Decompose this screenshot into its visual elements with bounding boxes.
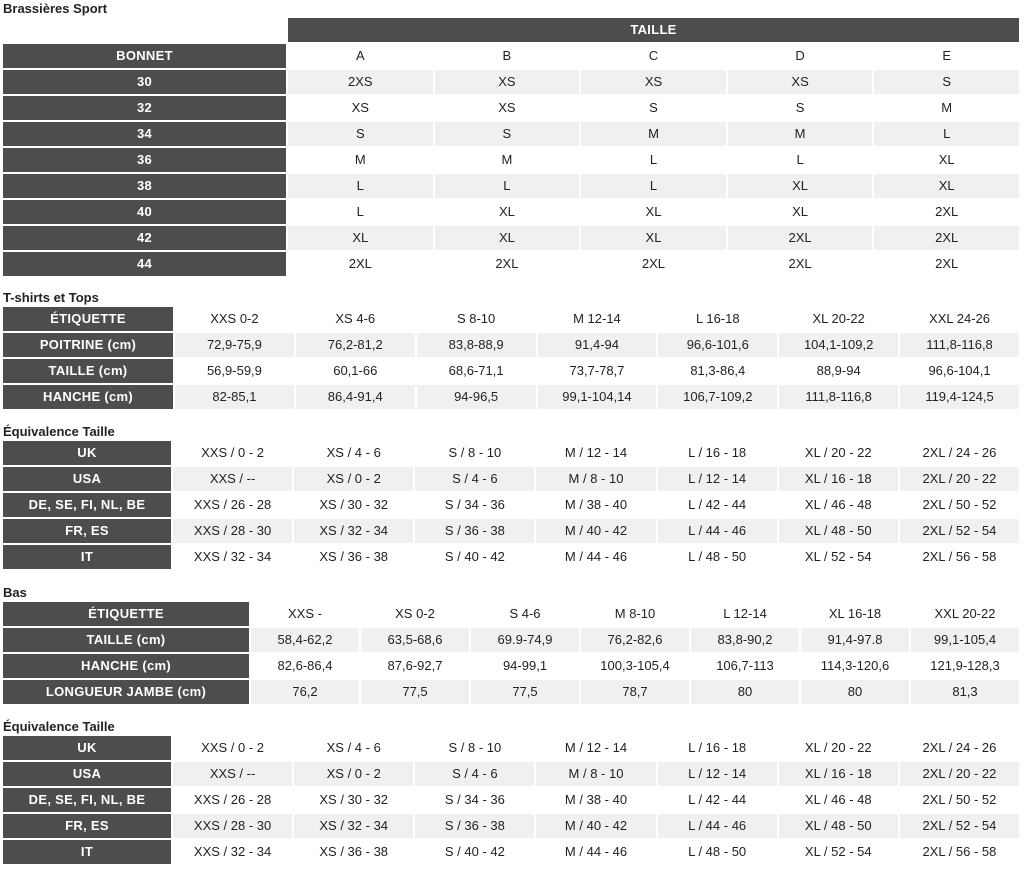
size-cell: 94-96,5 <box>417 385 538 411</box>
size-cell: 121,9-128,3 <box>911 654 1021 680</box>
size-cell: XL <box>435 200 582 226</box>
size-cell: XXS / 28 - 30 <box>173 519 294 545</box>
size-cell: XXL 24-26 <box>900 307 1021 333</box>
size-cell: 2XL <box>435 252 582 278</box>
size-cell: S / 34 - 36 <box>415 493 536 519</box>
size-cell: M 12-14 <box>538 307 659 333</box>
size-cell: L / 44 - 46 <box>658 519 779 545</box>
row-header: IT <box>3 545 173 571</box>
tops-size-table <box>3 307 1021 411</box>
size-cell: S / 8 - 10 <box>415 441 536 467</box>
band-size-header: 44 <box>3 252 288 278</box>
table-row <box>3 96 1021 122</box>
size-cell: L 12-14 <box>691 602 801 628</box>
size-cell: 58,4-62,2 <box>251 628 361 654</box>
size-cell: XL <box>728 200 875 226</box>
band-size-header: 32 <box>3 96 288 122</box>
size-cell: 73,7-78,7 <box>538 359 659 385</box>
size-cell: L / 48 - 50 <box>658 545 779 571</box>
bottoms-section-title: Bas <box>3 585 27 600</box>
size-cell: S / 4 - 6 <box>415 762 536 788</box>
size-cell: 80 <box>801 680 911 706</box>
size-cell: 2XL <box>728 252 875 278</box>
size-cell: M / 12 - 14 <box>536 736 657 762</box>
size-cell: XL / 46 - 48 <box>779 788 900 814</box>
row-header: HANCHE (cm) <box>3 385 175 411</box>
size-cell: L <box>581 174 728 200</box>
size-cell: XL <box>288 226 435 252</box>
size-cell: 106,7-109,2 <box>658 385 779 411</box>
size-cell: XL / 16 - 18 <box>779 762 900 788</box>
size-cell: S <box>288 122 435 148</box>
size-cell: XL 20-22 <box>779 307 900 333</box>
size-cell: 2XL <box>728 226 875 252</box>
table-row <box>3 122 1021 148</box>
size-cell: 106,7-113 <box>691 654 801 680</box>
size-cell: L <box>435 174 582 200</box>
size-cell: XL / 20 - 22 <box>779 441 900 467</box>
size-cell: XXS / 26 - 28 <box>173 493 294 519</box>
row-header: LONGUEUR JAMBE (cm) <box>3 680 251 706</box>
size-cell: M / 44 - 46 <box>536 545 657 571</box>
table-row <box>3 385 1021 411</box>
table-row <box>3 226 1021 252</box>
row-header: FR, ES <box>3 814 173 840</box>
size-cell: XS <box>288 96 435 122</box>
size-cell: M / 8 - 10 <box>536 467 657 493</box>
equiv-tops-table <box>3 441 1021 571</box>
size-cell: XXS / 26 - 28 <box>173 788 294 814</box>
row-header: USA <box>3 762 173 788</box>
size-cell: XXL 20-22 <box>911 602 1021 628</box>
size-cell: XXS / -- <box>173 762 294 788</box>
table-row <box>3 654 1021 680</box>
size-cell: M / 40 - 42 <box>536 814 657 840</box>
size-cell: XL / 48 - 50 <box>779 814 900 840</box>
size-cell: 81,3 <box>911 680 1021 706</box>
row-header: IT <box>3 840 173 866</box>
size-cell: 99,1-104,14 <box>538 385 659 411</box>
size-cell: XL 16-18 <box>801 602 911 628</box>
size-cell: 2XL <box>874 226 1021 252</box>
size-cell: L <box>728 148 875 174</box>
row-header: DE, SE, FI, NL, BE <box>3 788 173 814</box>
bras-section-title: Brassières Sport <box>3 1 108 16</box>
size-cell: 78,7 <box>581 680 691 706</box>
size-cell: L 16-18 <box>658 307 779 333</box>
size-cell: 88,9-94 <box>779 359 900 385</box>
size-cell: S <box>874 70 1021 96</box>
table-row <box>3 467 1021 493</box>
size-cell: XS / 4 - 6 <box>294 736 415 762</box>
size-cell: 104,1-109,2 <box>779 333 900 359</box>
size-cell: 96,6-101,6 <box>658 333 779 359</box>
equiv-tops-section-title: Équivalence Taille <box>3 424 115 439</box>
size-cell: XS / 0 - 2 <box>294 762 415 788</box>
size-cell: 111,8-116,8 <box>779 385 900 411</box>
size-cell: 2XL <box>581 252 728 278</box>
size-cell: XL <box>874 148 1021 174</box>
size-cell: S / 4 - 6 <box>415 467 536 493</box>
size-cell: XS <box>728 70 875 96</box>
size-cell: XXS / 0 - 2 <box>173 736 294 762</box>
row-header: USA <box>3 467 173 493</box>
size-cell: 83,8-90,2 <box>691 628 801 654</box>
equiv-bottoms-section-title: Équivalence Taille <box>3 719 115 734</box>
row-header: ÉTIQUETTE <box>3 307 175 333</box>
table-row <box>3 602 1021 628</box>
equiv-bottoms-table <box>3 736 1021 866</box>
size-cell: XL / 16 - 18 <box>779 467 900 493</box>
band-size-header: 36 <box>3 148 288 174</box>
band-size-header: 38 <box>3 174 288 200</box>
size-cell: L <box>581 148 728 174</box>
size-cell: M / 44 - 46 <box>536 840 657 866</box>
band-size-header: 40 <box>3 200 288 226</box>
size-cell: L / 44 - 46 <box>658 814 779 840</box>
size-cell: 87,6-92,7 <box>361 654 471 680</box>
table-row <box>3 441 1021 467</box>
size-cell: L <box>288 200 435 226</box>
size-cell: S / 40 - 42 <box>415 840 536 866</box>
size-cell: S 8-10 <box>417 307 538 333</box>
size-cell: 2XL / 20 - 22 <box>900 762 1021 788</box>
size-cell: XS / 0 - 2 <box>294 467 415 493</box>
size-cell: XS <box>435 70 582 96</box>
size-cell: S <box>581 96 728 122</box>
size-cell: S / 34 - 36 <box>415 788 536 814</box>
table-row <box>3 814 1021 840</box>
row-header: FR, ES <box>3 519 173 545</box>
size-cell: S / 36 - 38 <box>415 814 536 840</box>
size-cell: 2XL <box>874 252 1021 278</box>
size-cell: 94-99,1 <box>471 654 581 680</box>
table-row <box>3 519 1021 545</box>
band-size-header: 34 <box>3 122 288 148</box>
band-size-header: 42 <box>3 226 288 252</box>
size-cell: 83,8-88,9 <box>417 333 538 359</box>
size-cell: XS / 36 - 38 <box>294 840 415 866</box>
size-cell: 91,4-94 <box>538 333 659 359</box>
size-cell: 2XL / 24 - 26 <box>900 441 1021 467</box>
size-cell: 2XL <box>874 200 1021 226</box>
band-size-header: 30 <box>3 70 288 96</box>
size-cell: M <box>435 148 582 174</box>
size-cell: 2XS <box>288 70 435 96</box>
size-cell: 80 <box>691 680 801 706</box>
cup-header-cell: A <box>288 44 435 70</box>
size-cell: M <box>288 148 435 174</box>
size-cell: 100,3-105,4 <box>581 654 691 680</box>
size-cell: 63,5-68,6 <box>361 628 471 654</box>
size-cell: M <box>728 122 875 148</box>
table-row <box>3 252 1021 278</box>
size-cell: 2XL / 52 - 54 <box>900 519 1021 545</box>
size-cell: M 8-10 <box>581 602 691 628</box>
size-cell: 68,6-71,1 <box>417 359 538 385</box>
table-row <box>3 736 1021 762</box>
size-cell: M <box>581 122 728 148</box>
size-cell: M / 38 - 40 <box>536 493 657 519</box>
size-cell: 76,2-82,6 <box>581 628 691 654</box>
size-cell: 76,2 <box>251 680 361 706</box>
size-cell: XXS 0-2 <box>175 307 296 333</box>
size-cell: L / 42 - 44 <box>658 493 779 519</box>
size-cell: XXS / 32 - 34 <box>173 840 294 866</box>
cup-header-cell: E <box>874 44 1021 70</box>
size-cell: XL <box>728 174 875 200</box>
table-row <box>3 762 1021 788</box>
size-cell: 2XL <box>288 252 435 278</box>
table-row <box>3 333 1021 359</box>
size-cell: M / 38 - 40 <box>536 788 657 814</box>
table-row <box>3 840 1021 866</box>
size-cell: M <box>874 96 1021 122</box>
row-header: HANCHE (cm) <box>3 654 251 680</box>
size-cell: XS / 4 - 6 <box>294 441 415 467</box>
taille-group-header: TAILLE <box>288 18 1021 44</box>
size-cell: 2XL / 50 - 52 <box>900 788 1021 814</box>
size-cell: XS 4-6 <box>296 307 417 333</box>
size-cell: L / 12 - 14 <box>658 762 779 788</box>
size-cell: 114,3-120,6 <box>801 654 911 680</box>
size-cell: L / 16 - 18 <box>658 736 779 762</box>
row-header: TAILLE (cm) <box>3 359 175 385</box>
size-cell: S <box>435 122 582 148</box>
size-cell: 91,4-97.8 <box>801 628 911 654</box>
size-cell: 77,5 <box>361 680 471 706</box>
size-cell: M / 8 - 10 <box>536 762 657 788</box>
size-cell: M / 12 - 14 <box>536 441 657 467</box>
table-row <box>3 174 1021 200</box>
table-row <box>3 359 1021 385</box>
bras-size-table <box>3 18 1021 278</box>
corner-blank-cell <box>3 18 288 44</box>
bottoms-size-table <box>3 602 1021 706</box>
size-cell: 81,3-86,4 <box>658 359 779 385</box>
table-row <box>3 545 1021 571</box>
row-header: UK <box>3 736 173 762</box>
row-header: TAILLE (cm) <box>3 628 251 654</box>
size-cell: XS / 30 - 32 <box>294 788 415 814</box>
size-cell: 111,8-116,8 <box>900 333 1021 359</box>
size-cell: 99,1-105,4 <box>911 628 1021 654</box>
tops-section-title: T-shirts et Tops <box>3 290 99 305</box>
cup-header-cell: B <box>435 44 582 70</box>
size-cell: 82-85,1 <box>175 385 296 411</box>
size-cell: L / 42 - 44 <box>658 788 779 814</box>
size-cell: 69.9-74,9 <box>471 628 581 654</box>
size-cell: XL <box>581 200 728 226</box>
table-row <box>3 307 1021 333</box>
size-cell: 2XL / 50 - 52 <box>900 493 1021 519</box>
size-cell: XXS / -- <box>173 467 294 493</box>
size-cell: XS / 32 - 34 <box>294 519 415 545</box>
size-cell: 2XL / 20 - 22 <box>900 467 1021 493</box>
row-header: POITRINE (cm) <box>3 333 175 359</box>
size-cell: XL / 20 - 22 <box>779 736 900 762</box>
size-cell: 60,1-66 <box>296 359 417 385</box>
size-cell: 72,9-75,9 <box>175 333 296 359</box>
cup-header-cell: C <box>581 44 728 70</box>
size-cell: XS <box>581 70 728 96</box>
size-cell: XL / 52 - 54 <box>779 545 900 571</box>
size-cell: L / 48 - 50 <box>658 840 779 866</box>
size-cell: XL <box>581 226 728 252</box>
size-cell: XL <box>435 226 582 252</box>
size-cell: 82,6-86,4 <box>251 654 361 680</box>
size-cell: S <box>728 96 875 122</box>
size-cell: 86,4-91,4 <box>296 385 417 411</box>
size-cell: XS 0-2 <box>361 602 471 628</box>
size-cell: XL / 52 - 54 <box>779 840 900 866</box>
table-row <box>3 628 1021 654</box>
size-cell: XS / 32 - 34 <box>294 814 415 840</box>
size-cell: L / 12 - 14 <box>658 467 779 493</box>
size-cell: 2XL / 56 - 58 <box>900 545 1021 571</box>
size-cell: XL <box>874 174 1021 200</box>
table-row <box>3 70 1021 96</box>
size-cell: 76,2-81,2 <box>296 333 417 359</box>
size-cell: S / 36 - 38 <box>415 519 536 545</box>
size-cell: S 4-6 <box>471 602 581 628</box>
size-cell: XXS - <box>251 602 361 628</box>
size-cell: 2XL / 24 - 26 <box>900 736 1021 762</box>
row-header: UK <box>3 441 173 467</box>
cup-header-cell: D <box>728 44 875 70</box>
size-cell: XXS / 0 - 2 <box>173 441 294 467</box>
size-cell: XL / 46 - 48 <box>779 493 900 519</box>
bonnet-header: BONNET <box>3 44 288 70</box>
size-cell: 96,6-104,1 <box>900 359 1021 385</box>
size-cell: L <box>874 122 1021 148</box>
size-cell: XL / 48 - 50 <box>779 519 900 545</box>
row-header: DE, SE, FI, NL, BE <box>3 493 173 519</box>
row-header: ÉTIQUETTE <box>3 602 251 628</box>
size-cell: M / 40 - 42 <box>536 519 657 545</box>
size-cell: 56,9-59,9 <box>175 359 296 385</box>
size-cell: XXS / 32 - 34 <box>173 545 294 571</box>
size-cell: 2XL / 56 - 58 <box>900 840 1021 866</box>
size-cell: XS <box>435 96 582 122</box>
size-cell: S / 40 - 42 <box>415 545 536 571</box>
table-row <box>3 788 1021 814</box>
size-cell: L / 16 - 18 <box>658 441 779 467</box>
size-cell: XS / 30 - 32 <box>294 493 415 519</box>
size-cell: XXS / 28 - 30 <box>173 814 294 840</box>
size-cell: XS / 36 - 38 <box>294 545 415 571</box>
table-row <box>3 493 1021 519</box>
size-cell: 2XL / 52 - 54 <box>900 814 1021 840</box>
size-cell: 77,5 <box>471 680 581 706</box>
table-row <box>3 200 1021 226</box>
size-cell: 119,4-124,5 <box>900 385 1021 411</box>
size-cell: S / 8 - 10 <box>415 736 536 762</box>
table-row <box>3 680 1021 706</box>
size-cell: L <box>288 174 435 200</box>
table-row <box>3 148 1021 174</box>
